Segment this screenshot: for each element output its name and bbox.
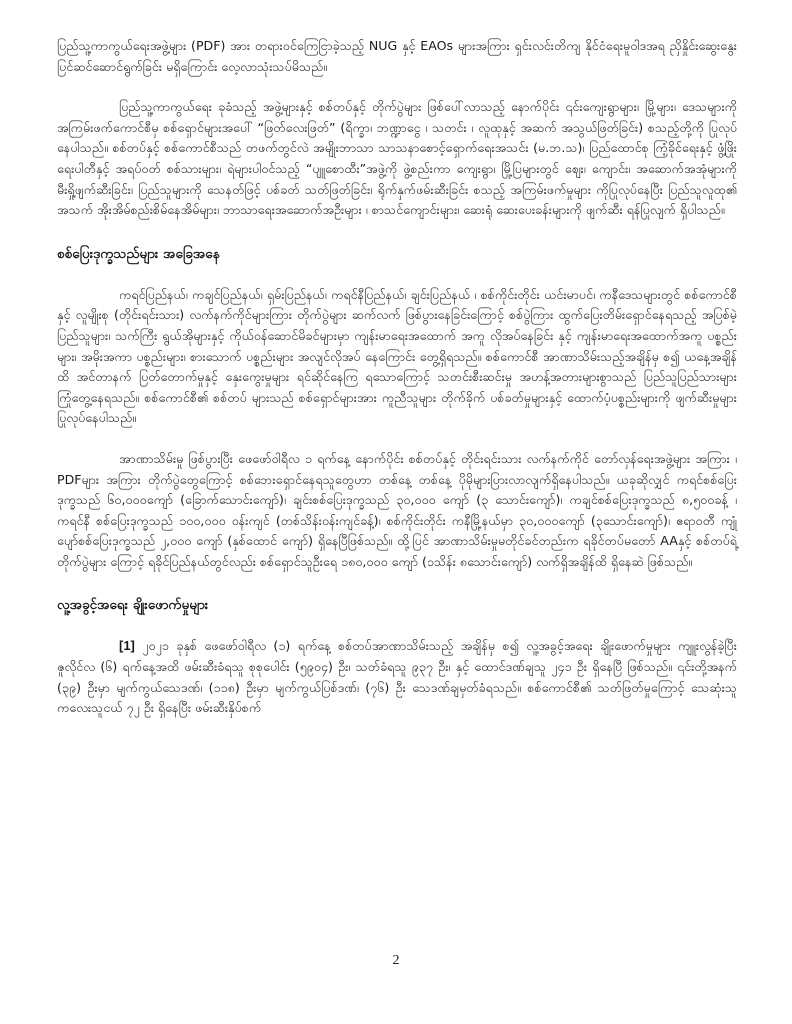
document-page [57, 36, 737, 719]
section-heading-human-rights: လူ့အခွင့်အရေး ချိုးဖောက်မှုများ [57, 597, 209, 614]
human-rights-paragraph [57, 636, 737, 718]
body-paragraph: ပြည်သူ့ကာကွယ်ရေး ခုခံသည့် အဖွဲ့များနှင့် စစ်တပ်နှင့် တိုက်ပွဲများ ဖြစ်ပေါ်လာသည့် နောက်ပိုင်း ၎င်းကျေးရွာများ၊ မြို့များ၊ ဒေသများကို အကြမ်းဖက်ကောင်စီမှ စစ်ရှောင်များအပေါ် “ဖြတ်လေးဖြတ်” (ရိက္ခာ၊ ဘဏ္ဍာငွေ ၊ သတင်း ၊ လူထုနှင့် အဆက် အသွယ်ဖြတ်ခြင်း) စသည့်တို့ကို ပြုလုပ်နေပါသည်။ စစ်တပ်နှင့် စစ်ကောင်စီသည် တဖက်တွင်လဲ အမျိုးဘာသာ သာသနာစောင့်ရှောက်ရေးအသင်း (မ.ဘ.သ)၊ ပြည်ထောင်စု ကြံ့ခိုင်ရေးနှင့် ဖွံ့ဖြိုးရေးပါတီနှင့် အရပ်ဝတ် စစ်သားများ၊ ရဲများပါဝင်သည့် “ပျူစောထီး”အဖွဲ့ကို ဖွဲ့စည်းကာ ကျေးရွာ၊ မြို့ပြများတွင် ဈေး၊ ကျောင်း၊ အဆောက်အအုံများကို မီးရှို့ဖျက်ဆီးခြင်း၊ ပြည်သူများကို သေနတ်ဖြင့် ပစ်ခတ် သတ်ဖြတ်ခြင်း၊ ရိုက်နှက်ဖမ်းဆီးခြင်း စသည့် အကြမ်းဖက်မှုများ ကိုပြုလုပ်နေပြီး ပြည်သူလူထု၏ အသက် အိုးအိမ်စည်းစိမ်နေအိမ်များ၊ ဘာသာရေးအဆောက်အဦးများ ၊ စာသင်ကျောင်းများ၊ ဆေးရုံ ဆေးပေးခန်းများကို ဖျက်ဆီး ရန်ပြုလျက် ရှိပါသည်။ [57, 99, 737, 218]
refugees-paragraph-1: ကရင်ပြည်နယ်၊ ကချင်ပြည်နယ်၊ ရှမ်းပြည်နယ်၊ ကရင်နီပြည်နယ်၊ ချင်းပြည်နယ် ၊ စစ်ကိုင်းတိုင်း ယင်းမာပင်၊ ကနီဒေသများတွင် စစ်ကောင်စီ နှင့် လူမျိုးစု (တိုင်းရင်းသား) လက်နက်ကိုင်များကြား တိုက်ပွဲများ ဆက်လက် ဖြစ်ပွားနေခြင်းကြောင့် စစ်ပွဲကြား ထွက်ပြေးတိမ်းရှောင်နေရသည့် အပြစ်မဲ့ပြည်သူများ၊ သက်ကြီး ရွယ်အိုများနှင့် ကိုယ်ဝန်ဆောင်မိခင်များမှာ ကျန်းမာရေးအထောက် အကူ လိုအပ်နေခြင်း နှင့် ကျန်းမာရေးအထောက်အကူ ပစ္စည်းများ၊ အမိုးအကာ ပစ္စည်းများ၊ စားသောက် ပစ္စည်းများ အလျင်လိုအပ် နေကြောင်း တွေ့ရှိရသည်။ စစ်ကောင်စီ အာဏာသိမ်းသည့်အချိန်မှ စ၍ ယနေ့အချိန်ထိ အင်တာနက် ပြတ်တောက်မှုနှင့် နှေးကွေးမှုများ ရင်ဆိုင်နေကြ ရသောကြောင့် သတင်းစီးဆင်းမှု အဟန့်အတားများစွာသည် ပြည်သူပြည်သားများ ကြုံတွေ့နေရသည်။ စစ်ကောင်စီ၏ စစ်တပ် များသည် စစ်ရှောင်များအား ကူညီသူများ တိုက်ခိုက် ပစ်ခတ်မှုများနှင့် ထောက်ပံ့ပစ္စည်းများကို ဖျက်ဆီးမှုများ ပြုလုပ်နေပါသည်။ [57, 286, 737, 426]
footnote-reference[interactable]: [1] [119, 638, 135, 654]
refugees-paragraph-2: အာဏာသိမ်းမှု ဖြစ်ပွားပြီး ဖေဖော်ဝါရီလ ၁ ရက်နေ့ နောက်ပိုင်း စစ်တပ်နှင့် တိုင်းရင်းသား လက်နက်ကိုင် တော်လှန်ရေးအဖွဲ့များ အကြား ၊ PDFများ အကြား တိုက်ပွဲတွေကြောင့် စစ်ဘေးရှောင်နေရသူတွေဟာ တစ်နေ့ တစ်နေ့ ပိုမိုများပြားလာလျက်ရှိနေပါသည်။ ယခုဆိုလျှင် ကရင်စစ်ပြေးဒုက္ခသည် ၆၀,၀၀၀ကျော် (ခြောက်သောင်းကျော်)၊ ချင်းစစ်ပြေးဒုက္ခသည် ၃၀,၀၀၀ ကျော် (၃ သောင်းကျော်)၊ ကချင်စစ်ပြေးဒုက္ခသည် ၈,၅၀၀ခန့် ၊ ကရင်နီ စစ်ပြေးဒုက္ခသည် ၁၀၀,၀၀၀ ဝန်းကျင် (တစ်သိန်းဝန်းကျင်ခန့်)၊ စစ်ကိုင်းတိုင်း ကနီမြို့နယ်မှာ ၃၀,၀၀၀ကျော် (၃သောင်းကျော်)၊ ဧရာဝတီ ကျုံပျော်စစ်ပြေးဒုက္ခသည် ၂,၀၀၀ ကျော် (နှစ်ထောင် ကျော်) ရှိနေပြီဖြစ်သည်။ ထို့ပြင် အာဏာသိမ်းမှုမတိုင်ခင်တည်းက ရခိုင်တပ်မတော် AAနှင့် စစ်တပ်ရဲ့ တိုက်ပွဲများ ကြောင့် ရခိုင်ပြည်နယ်တွင်လည်း စစ်ရှောင်သူဦးရေ ၁၈၀,၀၀၀ ကျော် (၁သိန်း ၈သောင်းကျော်) လက်ရှိအချိန်ထိ ရှိနေဆဲ ဖြစ်သည်။ [57, 450, 737, 569]
page-number: 2 [392, 953, 400, 968]
human-rights-paragraph-text: ၂၀၂၁ ခုနှစ် ဖေဖော်ဝါရီလ (၁) ရက်နေ့ စစ်တပ်အာဏာသိမ်းသည့် အချိန်မှ စ၍ လူ့အခွင့်အရေး ချိုးဖောက်မှုများ ကျူးလွန်ခဲ့ပြီး ဇူလိုင်လ (၆) ရက်နေ့အထိ ဖမ်းဆီးခံရသူ စုစုပေါင်း (၅၉၀၄) ဦး၊ သတ်ခံရသူ ၉၃၇ ဦး၊ နှင့် ထောင်ဒဏ်ချသူ ၂၄၁ ဦး ရှိနေပြီ ဖြစ်သည်။ ၎င်းတို့အနက် (၃၉) ဦးမှာ မျက်ကွယ်သေဒဏ်၊ (၁၁၈) ဦးမှာ မျက်ကွယ်ပြစ်ဒဏ်၊ (၇၆) ဦး သေဒဏ်ချမှတ်ခံရသည်။ စစ်ကောင်စီ၏ သတ်ဖြတ်မှုကြောင့် သေဆုံးသူ ကလေးသူငယ် ၇၂ ဦး ရှိနေပြီး ဖမ်းဆီးနှိပ်စက် [57, 638, 737, 716]
intro-paragraph: ပြည်သူ့ကာကွယ်ရေးအဖွဲ့များ (PDF) အား တရားဝင်ကြေငြာခဲ့သည့် NUG နှင့် EAOs များအကြား ရှင်းလင်းတိကျ နိုင်ငံရေးမူဝါဒအရ ညှိနှိုင်းဆွေးနွေး ပြင်ဆင်ဆောင်ရွက်ခြင်း မရှိကြောင်း လေ့လာသုံးသပ်မိသည်။ [57, 38, 737, 74]
section-heading-refugees: စစ်ပြေးဒုက္ခသည်များ အခြေအနေ [57, 245, 220, 262]
